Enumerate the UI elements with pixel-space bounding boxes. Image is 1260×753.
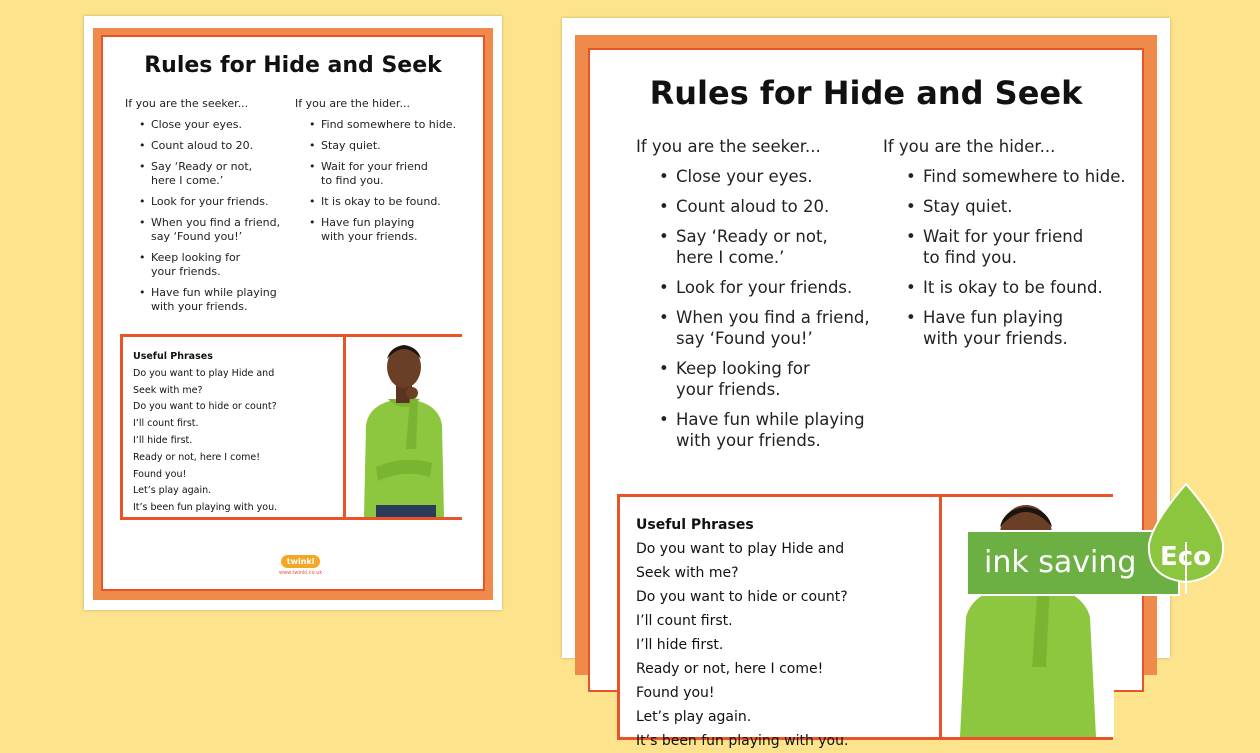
rule-line: • Wait for your friend (923, 227, 1084, 246)
rule-line: with your friends. (676, 431, 821, 450)
rule-line: • Say ‘Ready or not, (676, 227, 828, 246)
rule-item (883, 307, 1126, 349)
rule-item (636, 277, 870, 298)
hider-rules-list (295, 118, 456, 244)
hider-heading: If you are the hider... (883, 137, 1056, 156)
rule-line: with your friends. (151, 300, 248, 313)
phrases-title: Useful Phrases (636, 517, 754, 533)
rule-line: here I come.’ (676, 248, 785, 267)
boy-illustration-box (343, 337, 462, 517)
phrase-item: Do you want to hide or count? (636, 589, 848, 605)
rule-line: • Have fun while playing (676, 410, 865, 429)
twinkl-logo-text: twinkl (281, 555, 321, 568)
hider-column (295, 97, 456, 251)
rule-item (883, 166, 1126, 187)
rule-line: • Say ‘Ready or not, (151, 160, 253, 173)
rule-item (125, 216, 280, 244)
eco-leaf-icon (1143, 482, 1229, 594)
rule-line: say ‘Found you!’ (151, 230, 243, 243)
phrases-text (636, 513, 848, 753)
rule-item (125, 195, 280, 209)
seeker-rules-list (125, 118, 280, 314)
twinkl-logo (279, 549, 322, 576)
seeker-heading: If you are the seeker... (125, 97, 249, 110)
rule-line: • When you find a friend, (676, 308, 870, 327)
phrases-text (133, 349, 277, 517)
phrase-item: Let’s play again. (636, 709, 752, 725)
rule-line: • Keep looking for (151, 251, 241, 264)
rule-item (883, 226, 1126, 268)
rule-item (125, 286, 280, 314)
phrases-list (133, 366, 277, 517)
worksheet-content (101, 35, 485, 591)
rule-line: • Have fun playing (923, 308, 1064, 327)
rule-line: • Stay quiet. (321, 139, 381, 152)
rule-line: • Have fun playing (321, 216, 415, 229)
seeker-column (636, 136, 870, 460)
rule-line: • Look for your friends. (676, 278, 853, 297)
rule-line: here I come.’ (151, 174, 224, 187)
rule-line: • It is okay to be found. (321, 195, 441, 208)
rule-line: with your friends. (321, 230, 418, 243)
rule-item (636, 226, 870, 268)
rule-line: • It is okay to be found. (923, 278, 1103, 297)
phrase-item: Let’s play again. (133, 485, 212, 497)
rule-item (295, 216, 456, 244)
seeker-heading: If you are the seeker... (636, 137, 821, 156)
rule-item (636, 196, 870, 217)
rule-line: • Wait for your friend (321, 160, 428, 173)
rule-line: your friends. (151, 265, 221, 278)
rule-line: • Count aloud to 20. (676, 197, 830, 216)
rule-item (636, 166, 870, 187)
rule-line: • Keep looking for (676, 359, 810, 378)
eco-label: Eco (1160, 542, 1212, 572)
rule-item (295, 160, 456, 188)
hider-column (883, 136, 1126, 358)
rule-line: to find you. (321, 174, 384, 187)
phrase-item: Ready or not, here I come! (636, 661, 824, 677)
rule-line: say ‘Found you!’ (676, 329, 813, 348)
phrase-item: I’ll count first. (133, 418, 199, 430)
worksheet-title: Rules for Hide and Seek (649, 74, 1083, 112)
twinkl-url: www.twinkl.co.uk (279, 570, 323, 576)
phrases-list (636, 537, 848, 753)
thinking-boy-illustration (346, 337, 462, 517)
phrase-item: It’s been fun playing with you. (133, 502, 278, 514)
rule-item (295, 139, 456, 153)
phrase-item: Seek with me? (133, 384, 203, 396)
phrase-item: Do you want to hide or count? (133, 401, 277, 413)
rule-line: • Find somewhere to hide. (923, 167, 1126, 186)
rule-item (636, 307, 870, 349)
rule-line: your friends. (676, 380, 781, 399)
rule-line: • When you find a friend, (151, 216, 281, 229)
worksheet-title: Rules for Hide and Seek (144, 53, 442, 78)
phrases-title: Useful Phrases (133, 351, 213, 362)
phrase-item: It’s been fun playing with you. (636, 733, 849, 749)
worksheet-thumbnail[interactable] (84, 16, 502, 610)
rule-line: with your friends. (923, 329, 1068, 348)
rule-line: to find you. (923, 248, 1017, 267)
seeker-column (125, 97, 280, 321)
rule-item (636, 409, 870, 451)
rule-line: • Stay quiet. (923, 197, 1013, 216)
phrase-item: I’ll count first. (636, 613, 733, 629)
rule-line: • Look for your friends. (151, 195, 269, 208)
rule-item (883, 277, 1126, 298)
rule-line: • Have fun while playing (151, 286, 277, 299)
rule-line: • Close your eyes. (676, 167, 813, 186)
rule-item (125, 251, 280, 279)
rule-item (295, 118, 456, 132)
phrase-item: Do you want to play Hide and (133, 367, 275, 379)
ink-saving-label: ink saving (984, 545, 1137, 580)
rule-item (125, 160, 280, 188)
phrase-item: Do you want to play Hide and (636, 541, 845, 557)
seeker-rules-list (636, 166, 870, 451)
phrase-item: I’ll hide first. (636, 637, 724, 653)
rule-line: • Close your eyes. (151, 118, 242, 131)
hider-heading: If you are the hider... (295, 97, 410, 110)
rule-item (125, 118, 280, 132)
phrase-item: Found you! (636, 685, 715, 701)
phrase-item: Found you! (133, 468, 187, 480)
phrase-item: Ready or not, here I come! (133, 451, 261, 463)
useful-phrases-box (120, 334, 462, 520)
rule-item (883, 196, 1126, 217)
rule-line: • Count aloud to 20. (151, 139, 254, 152)
rule-item (636, 358, 870, 400)
rule-line: • Find somewhere to hide. (321, 118, 457, 131)
phrase-item: Seek with me? (636, 565, 739, 581)
hider-rules-list (883, 166, 1126, 349)
rule-item (295, 195, 456, 209)
phrase-item: I’ll hide first. (133, 434, 193, 446)
rule-item (125, 139, 280, 153)
orange-frame (93, 28, 493, 600)
